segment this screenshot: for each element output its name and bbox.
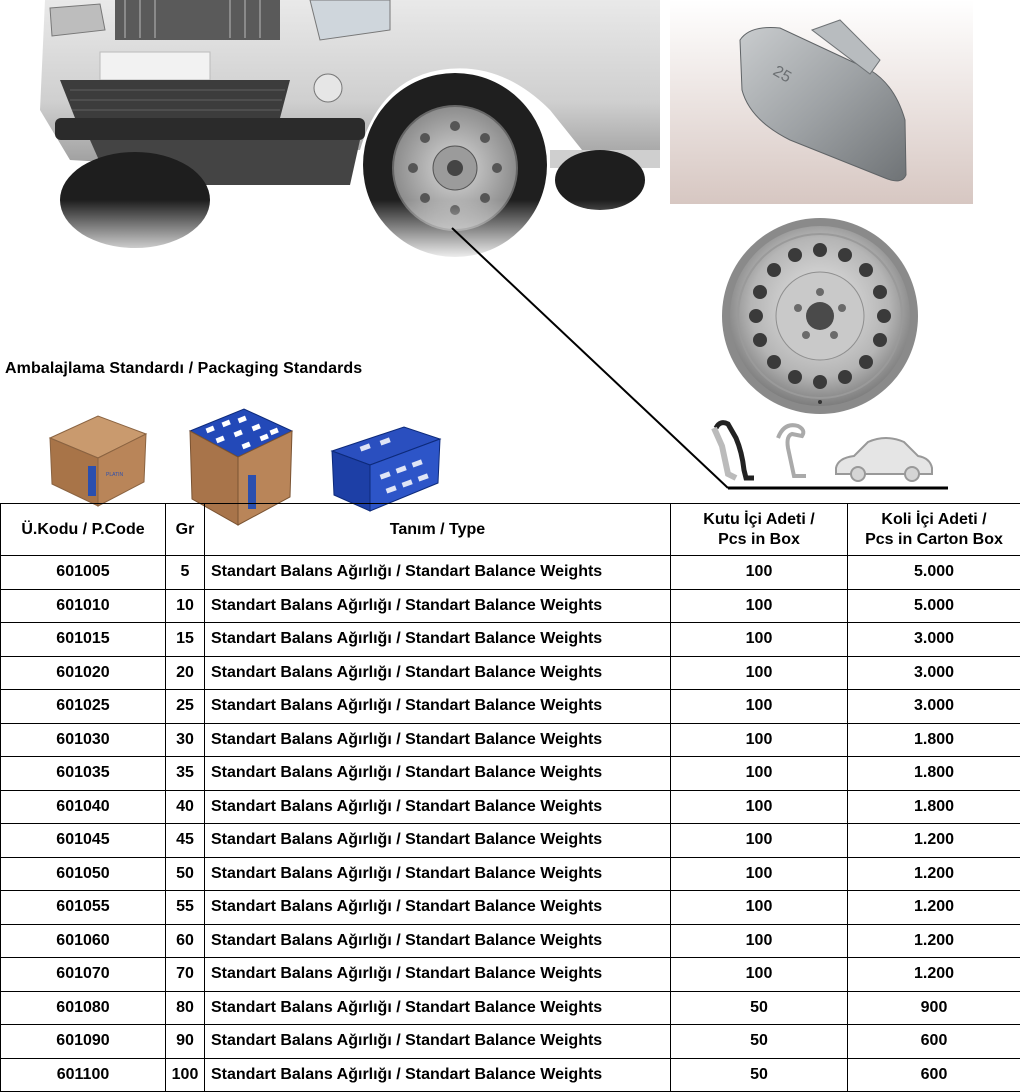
- cell-carton: 600: [848, 1058, 1020, 1092]
- cell-gr: 80: [166, 991, 205, 1025]
- cell-carton: 3.000: [848, 656, 1020, 690]
- cell-gr: 25: [166, 690, 205, 724]
- car-wheel-photo: [30, 0, 660, 262]
- cell-box: 100: [671, 656, 848, 690]
- weight-marking: 25: [770, 63, 794, 87]
- cell-code: 601070: [1, 958, 166, 992]
- steel-rim-photo: [718, 216, 922, 416]
- cell-box: 100: [671, 757, 848, 791]
- table-row: [1, 589, 1020, 623]
- cell-type: Standart Balans Ağırlığı / Standart Balance Weights: [205, 958, 671, 992]
- cell-type: Standart Balans Ağırlığı / Standart Balance Weights: [205, 690, 671, 724]
- rim-clip-profile-icon: [714, 423, 754, 478]
- cell-code: 601035: [1, 757, 166, 791]
- cell-carton: 1.800: [848, 790, 1020, 824]
- cell-type: Standart Balans Ağırlığı / Standart Balance Weights: [205, 1058, 671, 1092]
- cell-code: 601010: [1, 589, 166, 623]
- table-row: [1, 891, 1020, 925]
- cell-box: 100: [671, 589, 848, 623]
- cell-gr: 35: [166, 757, 205, 791]
- cell-carton: 3.000: [848, 623, 1020, 657]
- table-row: [1, 1025, 1020, 1059]
- cell-box: 100: [671, 556, 848, 590]
- brand-mark: PLATIN: [106, 472, 124, 478]
- cell-code: 601025: [1, 690, 166, 724]
- cell-type: Standart Balans Ağırlığı / Standart Balance Weights: [205, 924, 671, 958]
- cell-type: Standart Balans Ağırlığı / Standart Balance Weights: [205, 790, 671, 824]
- cell-box: 100: [671, 723, 848, 757]
- cell-type: Standart Balans Ağırlığı / Standart Balance Weights: [205, 723, 671, 757]
- table-row: [1, 958, 1020, 992]
- product-box-image: [330, 425, 442, 513]
- cell-code: 601055: [1, 891, 166, 925]
- cell-type: Standart Balans Ağırlığı / Standart Balance Weights: [205, 824, 671, 858]
- table-row: [1, 723, 1020, 757]
- cell-gr: 90: [166, 1025, 205, 1059]
- table-row: [1, 790, 1020, 824]
- cell-type: Standart Balans Ağırlığı / Standart Balance Weights: [205, 991, 671, 1025]
- cell-box: 100: [671, 690, 848, 724]
- cell-type: Standart Balans Ağırlığı / Standart Balance Weights: [205, 589, 671, 623]
- table-row: [1, 824, 1020, 858]
- cell-carton: 5.000: [848, 589, 1020, 623]
- cell-type: Standart Balans Ağırlığı / Standart Balance Weights: [205, 556, 671, 590]
- cell-carton: 1.200: [848, 824, 1020, 858]
- header-pcs-in-box-line2: Pcs in Box: [718, 531, 800, 548]
- cell-code: 601060: [1, 924, 166, 958]
- cell-type: Standart Balans Ağırlığı / Standart Balance Weights: [205, 656, 671, 690]
- cell-gr: 30: [166, 723, 205, 757]
- cell-carton: 900: [848, 991, 1020, 1025]
- table-header-row: [1, 504, 1020, 556]
- car-icon: [836, 438, 932, 481]
- cell-type: Standart Balans Ağırlığı / Standart Balance Weights: [205, 857, 671, 891]
- cell-carton: 1.200: [848, 924, 1020, 958]
- cell-carton: 1.200: [848, 958, 1020, 992]
- cell-code: 601045: [1, 824, 166, 858]
- balance-weight-photo: [670, 0, 973, 204]
- table-row: [1, 556, 1020, 590]
- product-table: [0, 503, 1020, 1092]
- carton-box-image: [48, 410, 148, 508]
- header-code: Ü.Kodu / P.Code: [1, 504, 166, 556]
- cell-gr: 55: [166, 891, 205, 925]
- cell-box: 100: [671, 891, 848, 925]
- mounting-position-icons: [706, 418, 946, 496]
- table-row: [1, 1058, 1020, 1092]
- table-row: [1, 924, 1020, 958]
- cell-carton: 1.200: [848, 891, 1020, 925]
- cell-code: 601050: [1, 857, 166, 891]
- cell-gr: 40: [166, 790, 205, 824]
- cell-box: 100: [671, 623, 848, 657]
- cell-box: 100: [671, 857, 848, 891]
- cell-gr: 20: [166, 656, 205, 690]
- cell-type: Standart Balans Ağırlığı / Standart Balance Weights: [205, 1025, 671, 1059]
- header-pcs-in-carton: [848, 504, 1020, 556]
- packaging-standards-title: Ambalajlama Standardı / Packaging Standards: [5, 360, 362, 378]
- cell-code: 601100: [1, 1058, 166, 1092]
- cell-carton: 1.800: [848, 757, 1020, 791]
- cell-code: 601015: [1, 623, 166, 657]
- cell-code: 601090: [1, 1025, 166, 1059]
- header-type: Tanım / Type: [205, 504, 671, 556]
- header-pcs-in-carton-line2: Pcs in Carton Box: [865, 531, 1003, 548]
- cell-gr: 50: [166, 857, 205, 891]
- cell-code: 601005: [1, 556, 166, 590]
- cell-type: Standart Balans Ağırlığı / Standart Balance Weights: [205, 623, 671, 657]
- cell-carton: 600: [848, 1025, 1020, 1059]
- cell-gr: 70: [166, 958, 205, 992]
- cell-box: 50: [671, 1058, 848, 1092]
- table-row: [1, 690, 1020, 724]
- cell-code: 601020: [1, 656, 166, 690]
- cell-carton: 1.200: [848, 857, 1020, 891]
- table-row: [1, 757, 1020, 791]
- cell-gr: 60: [166, 924, 205, 958]
- cell-carton: 5.000: [848, 556, 1020, 590]
- cell-gr: 100: [166, 1058, 205, 1092]
- cell-box: 100: [671, 790, 848, 824]
- cell-box: 100: [671, 924, 848, 958]
- cell-type: Standart Balans Ağırlığı / Standart Balance Weights: [205, 891, 671, 925]
- cell-carton: 1.800: [848, 723, 1020, 757]
- header-gr: Gr: [166, 504, 205, 556]
- header-pcs-in-box-line1: Kutu İçi Adeti /: [703, 511, 814, 528]
- cell-box: 50: [671, 991, 848, 1025]
- table-row: [1, 991, 1020, 1025]
- cell-box: 50: [671, 1025, 848, 1059]
- cell-code: 601040: [1, 790, 166, 824]
- cell-carton: 3.000: [848, 690, 1020, 724]
- cell-code: 601030: [1, 723, 166, 757]
- cell-gr: 10: [166, 589, 205, 623]
- cell-gr: 15: [166, 623, 205, 657]
- cell-box: 100: [671, 824, 848, 858]
- table-row: [1, 857, 1020, 891]
- cell-gr: 5: [166, 556, 205, 590]
- header-pcs-in-carton-line1: Koli İçi Adeti /: [881, 511, 986, 528]
- cell-box: 100: [671, 958, 848, 992]
- header-pcs-in-box: [671, 504, 848, 556]
- table-row: [1, 623, 1020, 657]
- table-row: [1, 656, 1020, 690]
- cell-type: Standart Balans Ağırlığı / Standart Balance Weights: [205, 757, 671, 791]
- rim-clip-profile-icon-alt: [778, 425, 806, 476]
- cell-gr: 45: [166, 824, 205, 858]
- cell-code: 601080: [1, 991, 166, 1025]
